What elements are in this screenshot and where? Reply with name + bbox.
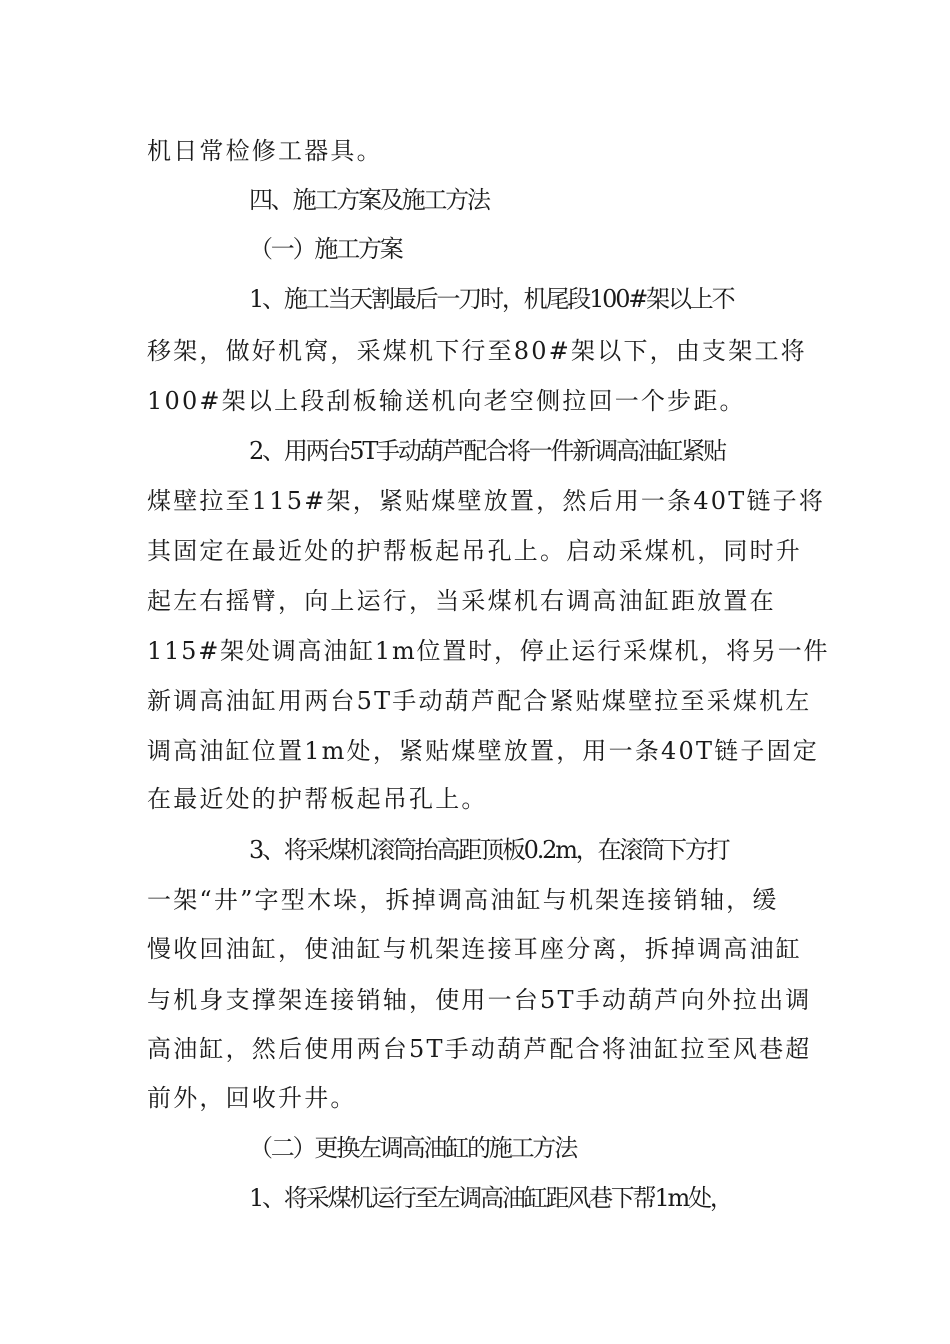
paragraph-line: 1、施工当天割最后一刀时，机尾段100#架以上不 [249,285,734,313]
subsection-heading: （二）更换左调高油缸的施工方法 [249,1134,576,1162]
paragraph-line: 一架“井”字型木垛，拆掉调高油缸与机架连接销轴，缓 [147,886,779,914]
paragraph-line: 115#架处调高油缸1m位置时，停止运行采煤机，将另一件 [147,637,830,665]
paragraph-line: 调高油缸位置1m处，紧贴煤壁放置，用一条40T链子固定 [147,737,819,765]
paragraph-line: 移架，做好机窝，采煤机下行至80#架以下，由支架工将 [147,337,807,365]
paragraph-line: 与机身支撑架连接销轴，使用一台5T手动葫芦向外拉出调 [147,986,812,1014]
paragraph-line: 新调高油缸用两台5T手动葫芦配合紧贴煤壁拉至采煤机左 [147,687,812,715]
paragraph-line: 起左右摇臂，向上运行，当采煤机右调高油缸距放置在 [147,587,776,615]
paragraph-line: 其固定在最近处的护帮板起吊孔上。启动采煤机，同时升 [147,537,802,565]
paragraph-line: 2、用两台5T手动葫芦配合将一件新调高油缸紧贴 [249,437,725,465]
paragraph-line: 前外，回收升井。 [147,1084,357,1112]
section-heading: 四、施工方案及施工方法 [249,186,489,214]
paragraph-line: 高油缸，然后使用两台5T手动葫芦配合将油缸拉至风巷超 [147,1035,812,1063]
text-line: 机日常检修工器具。 [147,137,383,165]
paragraph-line: 煤壁拉至115#架，紧贴煤壁放置，然后用一条40T链子将 [147,487,826,515]
paragraph-line: 慢收回油缸，使油缸与机架连接耳座分离，拆掉调高油缸 [147,935,802,963]
paragraph-line: 在最近处的护帮板起吊孔上。 [147,785,488,813]
subsection-heading: （一）施工方案 [249,235,402,263]
paragraph-line: 100#架以上段刮板输送机向老空侧拉回一个步距。 [147,387,746,415]
paragraph-line: 3、将采煤机滚筒抬高距顶板0.2m，在滚筒下方打 [249,836,729,864]
paragraph-line: 1、将采煤机运行至左调高油缸距风巷下帮1m处， [249,1184,732,1212]
